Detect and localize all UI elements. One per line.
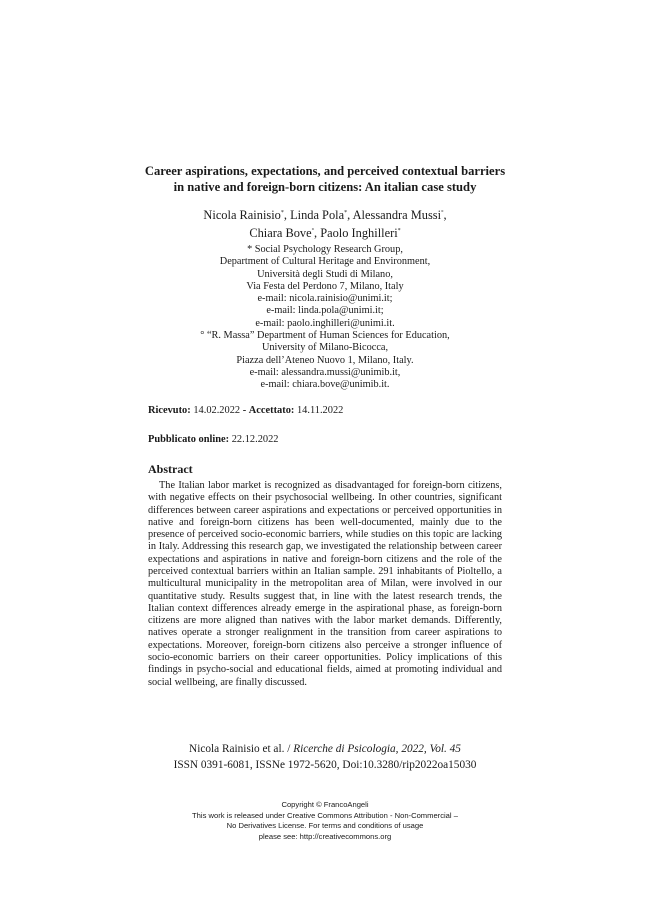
author-affil-mark: ° <box>311 228 315 235</box>
author-name: Linda Pola <box>290 208 345 223</box>
author-line-2: Chiara Bove°, Paolo Inghilleri* <box>249 226 401 241</box>
license-line: No Derivatives License. For terms and conditions of usage <box>226 821 424 831</box>
citation-line <box>148 741 502 757</box>
affiliations <box>140 244 510 392</box>
license-link-line: please see: http://creativecommons.org <box>258 831 392 841</box>
title-line-2: in native and foreign-born citizens: An italian case study <box>173 180 477 194</box>
citation-authors: Nicola Rainisio et al. / <box>189 743 291 755</box>
affiliation-mark: ° <box>200 330 205 342</box>
author-name: Alessandra Mussi <box>352 208 442 223</box>
accepted-label: Accettato: <box>248 405 295 416</box>
affiliation-mark: * <box>247 244 253 255</box>
online-date: 22.12.2022 <box>231 434 279 445</box>
online-label: Pubblicato online: <box>148 434 230 445</box>
received-date: 14.02.2022 <box>193 405 241 416</box>
received-label: Ricevuto: <box>148 405 191 416</box>
author-list <box>140 205 510 241</box>
email-line: e-mail: linda.pola@unimi.it; <box>266 305 384 317</box>
affiliation-line: Department of Cultural Heritage and Environment, <box>219 256 431 268</box>
author-affil-mark: * <box>397 228 401 235</box>
author-name: Nicola Rainisio <box>203 208 281 223</box>
affiliation-line: Via Festa del Perdono 7, Milano, Italy <box>246 280 404 292</box>
copyright-line: Copyright © FrancoAngeli <box>281 800 369 809</box>
affiliation-line: Piazza dell’Ateneo Nuovo 1, Milano, Italy. <box>236 354 414 366</box>
abstract-heading: Abstract <box>148 462 193 476</box>
affiliation-line: * Social Psychology Research Group, <box>247 244 403 255</box>
affiliation-line: Università degli Studi di Milano, <box>257 268 393 280</box>
published-online-date <box>148 433 279 446</box>
email-line: e-mail: paolo.inghilleri@unimi.it. <box>255 317 395 329</box>
citation-journal: Ricerche di Psicologia, 2022, Vol. 45 <box>293 743 461 755</box>
paper-title <box>120 163 530 195</box>
copyright-notice <box>150 800 500 842</box>
citation-block <box>148 741 502 773</box>
author-affil-mark: ° <box>441 210 444 216</box>
author-name: Paolo Inghilleri <box>320 226 398 241</box>
license-line: This work is released under Creative Commons Attribution - Non-Commercial – <box>192 810 458 820</box>
author-affil-mark: * <box>280 210 284 216</box>
abstract-text: The Italian labor market is recognized as disadvantaged for foreign-born citizens, with negative effects on their psychosocial wellbeing. In other countries, significant differences between career aspirations and expectations or perceived opportunities in native and foreign-born citizens has been well-documented, mainly due to the presence of perceived socio-economic barriers, while studies on this topic are lacking in Italy. Addressing this research gap, we investigated the relationship between career expectations and aspirations in native and foreign-born citizens and the role of the perceived contextual barriers within an Italian sample. 291 inhabitants of Pioltello, a multicultural municipality in the metropolitan area of Milan, were involved in our quantitative study. Results suggest that, in line with the latest research trends, the Italian context differences already emerge in the aspirational phase, as foreign-born citizens are more aligned than natives with the labor market demands. Differently, natives operate a stronger realignment in the transition from career aspirations to expectations. Moreover, foreign-born citizens also perceive a stronger influence of socio-economic barriers on their career opportunities. Policy implications of this findings in psycho-social and educational fields, aimed at promoting individual and social wellbeing, are finally discussed. <box>148 480 502 688</box>
email-line: e-mail: alessandra.mussi@unimib.it, <box>249 366 401 378</box>
email-line: e-mail: chiara.bove@unimib.it. <box>260 379 390 391</box>
title-line-1: Career aspirations, expectations, and perceived contextual barriers <box>144 164 506 178</box>
author-name: Chiara Bove <box>249 226 312 241</box>
citation-issn-doi: ISSN 0391-6081, ISSNe 1972-5620, Doi:10.3280/rip2022oa15030 <box>173 759 477 771</box>
affiliation-line: University of Milano-Bicocca, <box>261 342 389 354</box>
author-line-1: Nicola Rainisio*, Linda Pola*, Alessandra Mussi°, <box>203 208 447 223</box>
accepted-date: 14.11.2022 <box>296 405 344 416</box>
email-line: e-mail: nicola.rainisio@unimi.it; <box>257 293 393 305</box>
author-affil-mark: * <box>344 210 348 216</box>
received-accepted-dates <box>148 404 343 417</box>
affiliation-line: ° “R. Massa” Department of Human Sciences for Education, <box>200 330 450 342</box>
date-separator: - <box>242 405 247 416</box>
